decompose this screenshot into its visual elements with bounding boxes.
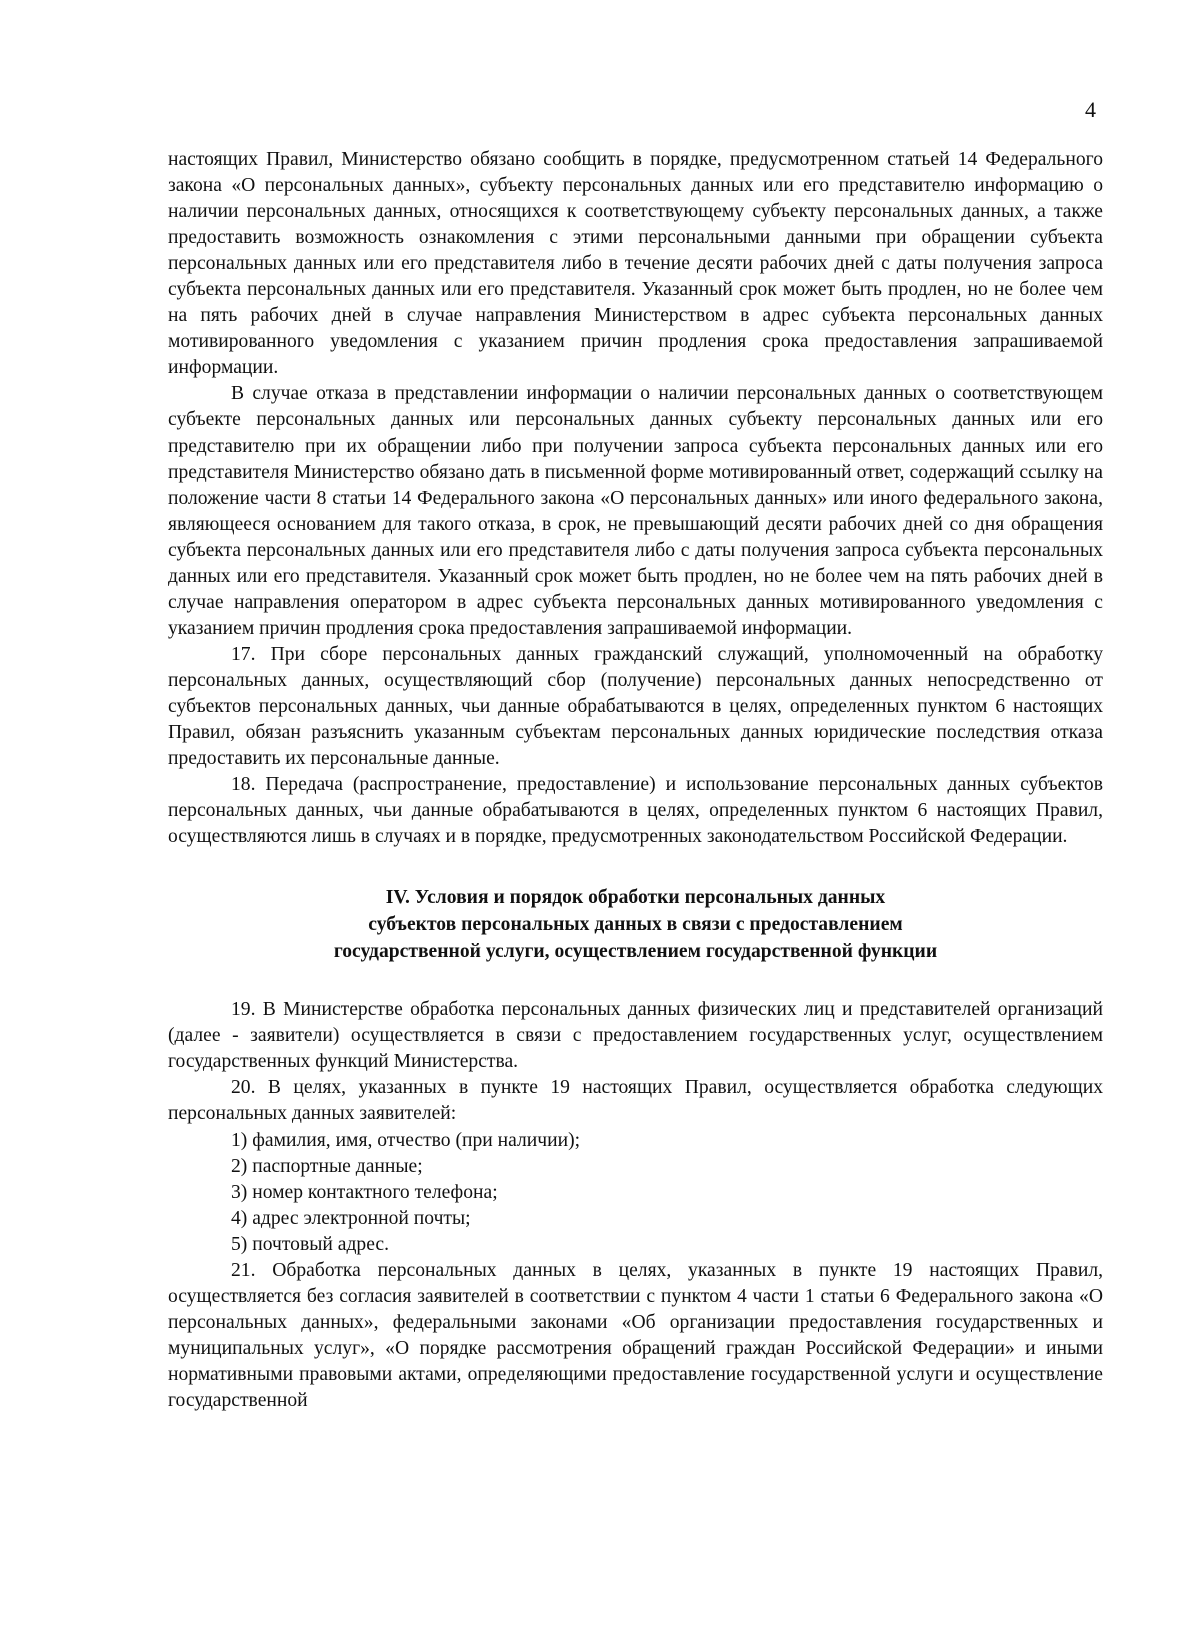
paragraph-17: 17. При сборе персональных данных гражданский служащий, уполномоченный на обработку персональных данных, осуществляющий сбор (получение) персональных данных непосредственно от субъектов персональных данных, чьи данные обрабатываются в целях, определенных пунктом 6 настоящих Правил, обязан разъяснить указанным субъектам персональных данных юридические последствия отказа предоставить их персональные данные. <box>168 643 1103 770</box>
section-heading-line: IV. Условия и порядок обработки персональных данных <box>385 887 886 909</box>
paragraph-refusal: В случае отказа в представлении информации о наличии персональных данных о соответствующем субъекте персональных данных или персональных данных субъекту персональных данных или его представителю при их обращении либо при получении запроса субъекта персональных данных или его представителя Министерство обязано дать в письменной форме мотивированный ответ, содержащий ссылку на положение части 8 статьи 14 Федерального закона «О персональных данных» или иного федерального закона, являющееся основанием для такого отказа, в срок, не превышающий десяти рабочих дней со дня обращения субъекта персональных данных или его представителя либо с даты получения запроса субъекта персональных данных или его представителя. Указанный срок может быть продлен, но не более чем на пять рабочих дней в случае направления оператором в адрес субъекта персональных данных мотивированного уведомления с указанием причин продления срока предоставления запрашиваемой информации. <box>168 383 1103 639</box>
list-item: 4) адрес электронной почты; <box>231 1207 471 1229</box>
list-item: 1) фамилия, имя, отчество (при наличии); <box>231 1129 581 1151</box>
section-heading <box>168 884 1103 965</box>
paragraph-21: 21. Обработка персональных данных в целях, указанных в пункте 19 настоящих Правил, осуществляется без согласия заявителей в соответствии с пунктом 4 части 1 статьи 6 Федерального закона «О персональных данных», федеральными законами «Об организации предоставления государственных и муниципальных услуг», «О порядке рассмотрения обращений граждан Российской Федерации» и иными нормативными правовыми актами, определяющими предоставление государственной услуги и осуществление государственной <box>168 1259 1103 1411</box>
list-item: 2) паспортные данные; <box>231 1155 423 1177</box>
paragraph-20: 20. В целях, указанных в пункте 19 настоящих Правил, осуществляется обработка следующих персональных данных заявителей: <box>168 1077 1103 1125</box>
page-number: 4 <box>1085 97 1096 122</box>
paragraph-18: 18. Передача (распространение, предоставление) и использование персональных данных субъектов персональных данных, чьи данные обрабатываются в целях, определенных пунктом 6 настоящих Правил, осуществляются лишь в случаях и в порядке, предусмотренных законодательством Российской Федерации. <box>168 774 1103 848</box>
list-item: 5) почтовый адрес. <box>231 1233 389 1255</box>
paragraph-continuation: настоящих Правил, Министерство обязано сообщить в порядке, предусмотренном статьей 14 Федерального закона «О персональных данных», субъекту персональных данных или его представителю информацию о наличии персональных данных, относящихся к соответствующему субъекту персональных данных, а также предоставить возможность ознакомления с этими персональными данными при обращении субъекта персональных данных или его представителя либо в течение десяти рабочих дней с даты получения запроса субъекта персональных данных или его представителя. Указанный срок может быть продлен, но не более чем на пять рабочих дней в случае направления Министерством в адрес субъекта персональных данных мотивированного уведомления с указанием причин продления срока предоставления запрашиваемой информации. <box>168 149 1103 379</box>
list-item: 3) номер контактного телефона; <box>231 1181 498 1203</box>
document-body <box>168 147 1103 1414</box>
section-heading-line: субъектов персональных данных в связи с предоставлением <box>368 914 903 936</box>
paragraph-19: 19. В Министерстве обработка персональных данных физических лиц и представителей организаций (далее - заявители) осуществляется в связи с предоставлением государственных услуг, осуществлением государственных функций Министерства. <box>168 999 1103 1073</box>
section-heading-line: государственной услуги, осуществлением государственной функции <box>333 941 938 963</box>
